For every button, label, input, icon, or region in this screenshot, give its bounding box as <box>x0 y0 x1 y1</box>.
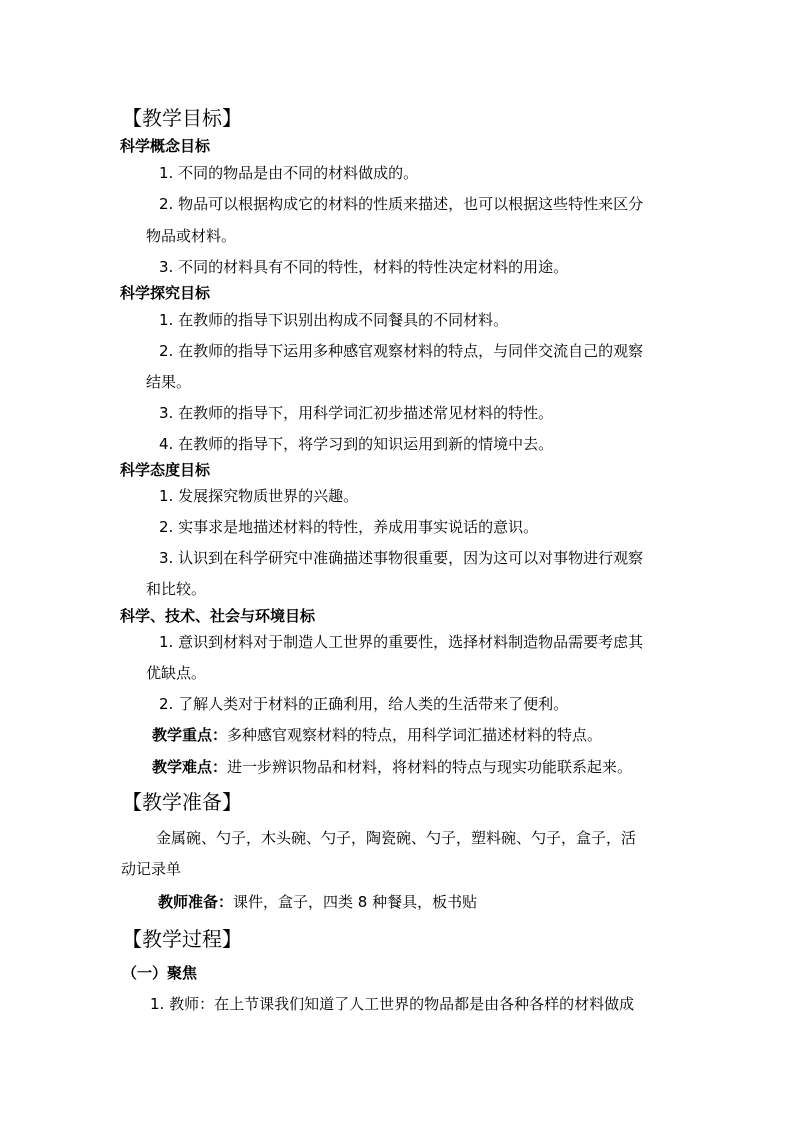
attitude-goals-title: 科学态度目标 <box>120 461 211 479</box>
stse-goals-title: 科学、技术、社会与环境目标 <box>120 607 316 625</box>
list-item-continuation: 结果。 <box>146 373 192 391</box>
concept-goals-title: 科学概念目标 <box>120 137 211 155</box>
difficulty-label: 教学难点： <box>152 758 228 776</box>
teacher-preparation-text: 课件，盒子，四类 8 种餐具，板书贴 <box>233 893 478 911</box>
list-item: 1. 在教师的指导下识别出构成不同餐具的不同材料。 <box>159 311 509 329</box>
list-item-continuation: 优缺点。 <box>146 664 207 682</box>
list-item: 2. 物品可以根据构成它的材料的性质来描述，也可以根据这些特性来区分 <box>159 195 644 213</box>
list-item: 3. 认识到在科学研究中准确描述事物很重要，因为这可以对事物进行观察 <box>159 549 644 567</box>
list-item: 3. 不同的材料具有不同的特性，材料的特性决定材料的用途。 <box>159 258 569 276</box>
list-item: 2. 了解人类对于材料的正确利用，给人类的生活带来了便利。 <box>159 695 569 713</box>
teacher-preparation-line <box>158 895 477 910</box>
list-item-continuation: 和比较。 <box>146 580 207 598</box>
process-heading: 【教学过程】 <box>122 927 242 951</box>
teacher-preparation-label: 教师准备： <box>158 893 234 911</box>
key-point-text: 多种感官观察材料的特点，用科学词汇描述材料的特点。 <box>227 726 603 744</box>
materials-text: 金属碗、勺子，木头碗、勺子，陶瓷碗、勺子，塑料碗、勺子，盒子，活 <box>156 829 637 847</box>
key-point-label: 教学重点： <box>152 726 228 744</box>
preparation-heading: 【教学准备】 <box>122 790 242 814</box>
list-item: 1. 意识到材料对于制造人工世界的重要性，选择材料制造物品需要考虑其 <box>159 633 644 651</box>
list-item: 4. 在教师的指导下，将学习到的知识运用到新的情境中去。 <box>159 435 554 453</box>
key-point-line <box>152 728 602 743</box>
list-item: 3. 在教师的指导下，用科学词汇初步描述常见材料的特性。 <box>159 404 554 422</box>
list-item-continuation: 物品或材料。 <box>146 227 237 245</box>
list-item: 1. 发展探究物质世界的兴趣。 <box>159 487 359 505</box>
process-step: 1. 教师：在上节课我们知道了人工世界的物品都是由各种各样的材料做成 <box>150 995 635 1013</box>
list-item: 1. 不同的物品是由不同的材料做成的。 <box>159 164 419 182</box>
difficulty-line <box>152 760 632 775</box>
teaching-goals-heading: 【教学目标】 <box>122 106 242 130</box>
difficulty-text: 进一步辨识物品和材料，将材料的特点与现实功能联系起来。 <box>227 758 633 776</box>
inquiry-goals-title: 科学探究目标 <box>120 284 211 302</box>
list-item: 2. 在教师的指导下运用多种感官观察材料的特点，与同伴交流自己的观察 <box>159 342 644 360</box>
focus-section-title: （一）聚焦 <box>122 964 198 982</box>
list-item: 2. 实事求是地描述材料的特性，养成用事实说话的意识。 <box>159 518 539 536</box>
materials-text-continuation: 动记录单 <box>121 860 182 878</box>
